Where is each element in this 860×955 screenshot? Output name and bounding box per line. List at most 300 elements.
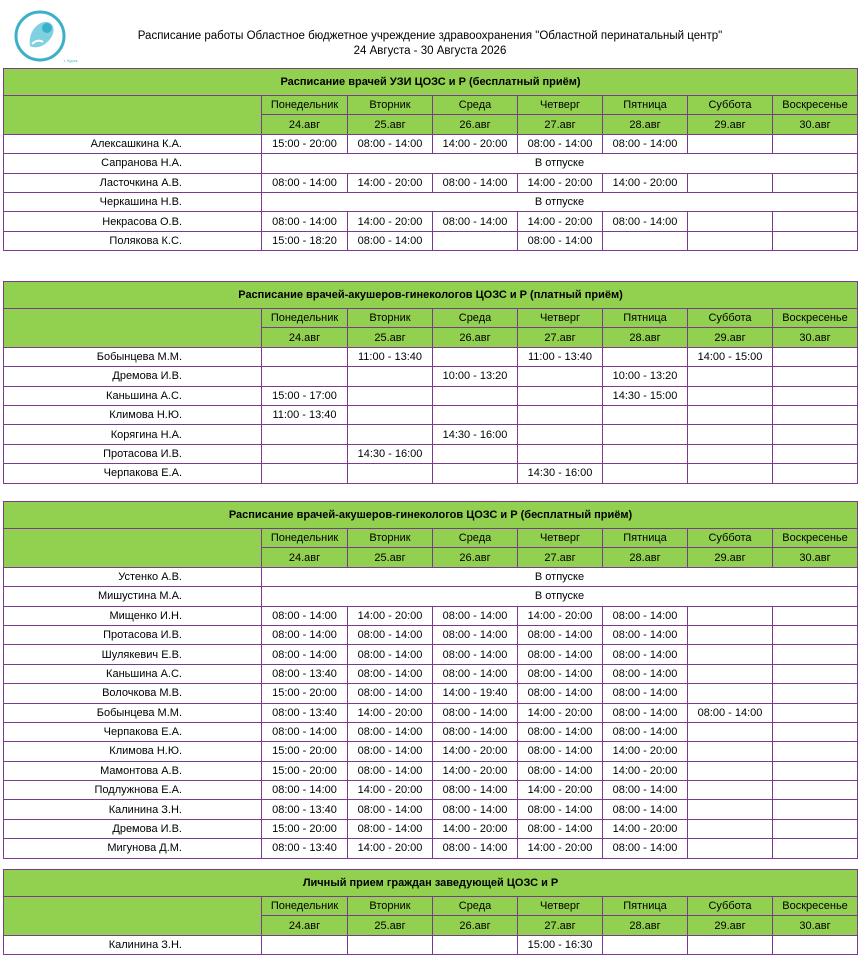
weekday-header: Суббота [688,897,773,916]
schedule-cell: 08:00 - 14:00 [262,722,348,741]
table-row [4,800,858,819]
header-blank-cell [4,529,262,568]
doctor-name: Некрасова О.В. [4,212,262,231]
weekday-header: Вторник [348,309,433,328]
header-blank-cell [4,96,262,135]
table-title-row [4,502,858,529]
schedule-cell: 08:00 - 14:00 [433,645,518,664]
title-block [0,29,860,59]
table-row [4,684,858,703]
doctor-name: Бобынцева М.М. [4,347,262,366]
doctor-name: Устенко А.В. [4,567,262,586]
doctor-name: Каньшина А.С. [4,386,262,405]
table-row [4,134,858,153]
page-period: 24 Августа - 30 Августа 2026 [353,45,507,57]
schedule-cell [773,367,858,386]
date-header: 24.авг [262,115,348,134]
schedule-cell: 14:00 - 20:00 [518,703,603,722]
schedule-cell: 14:00 - 20:00 [433,761,518,780]
schedule-cell: 15:00 - 20:00 [262,742,348,761]
schedule-cell: 08:00 - 14:00 [348,684,433,703]
schedule-cell: 08:00 - 14:00 [518,625,603,644]
table-row [4,231,858,250]
weekday-header: Пятница [603,529,688,548]
schedule-cell [603,464,688,483]
schedule-cell [348,464,433,483]
schedule-cell: 08:00 - 14:00 [433,781,518,800]
doctor-name: Полякова К.С. [4,231,262,250]
date-header: 29.авг [688,115,773,134]
schedule-cell: 08:00 - 14:00 [518,134,603,153]
doctor-name: Сапранова Н.А. [4,154,262,173]
schedule-cell: 08:00 - 14:00 [348,800,433,819]
schedule-cell: 10:00 - 13:20 [603,367,688,386]
schedule-cell [688,781,773,800]
table-row [4,742,858,761]
schedule-cell: 08:00 - 14:00 [518,800,603,819]
schedule-cell [688,173,773,192]
table-row [4,645,858,664]
schedule-cell [773,781,858,800]
table-title: Расписание врачей-акушеров-гинекологов ЦОЗС и Р (бесплатный приём) [4,502,858,529]
schedule-cell: 11:00 - 13:40 [348,347,433,366]
weekday-header: Четверг [518,96,603,115]
table-row [4,347,858,366]
schedule-cell [773,742,858,761]
schedule-cell [518,386,603,405]
header-blank-cell [4,897,262,936]
table-row [4,781,858,800]
weekday-header-row [4,96,858,115]
schedule-cell [518,425,603,444]
doctor-name: Волочкова М.В. [4,684,262,703]
schedule-cell [773,800,858,819]
schedule-cell: 08:00 - 14:00 [603,703,688,722]
doctor-name: Мищенко И.Н. [4,606,262,625]
schedule-cell [773,645,858,664]
schedule-cell [603,347,688,366]
weekday-header: Четверг [518,529,603,548]
schedule-cell [688,645,773,664]
table-row [4,173,858,192]
doctor-name: Дремова И.В. [4,819,262,838]
schedule-cell [433,386,518,405]
table-row [4,367,858,386]
schedule-cell [518,367,603,386]
schedule-cell: 08:00 - 14:00 [348,761,433,780]
schedule-cell: 14:00 - 20:00 [518,781,603,800]
schedule-cell: 14:00 - 20:00 [348,173,433,192]
table-row [4,935,858,954]
schedule-cell [433,935,518,954]
schedule-cell [348,425,433,444]
schedule-cell [688,761,773,780]
doctor-name: Калинина З.Н. [4,935,262,954]
schedule-cell [688,664,773,683]
schedule-cell [603,425,688,444]
schedule-cell: 14:00 - 20:00 [348,606,433,625]
schedule-cell: 15:00 - 20:00 [262,761,348,780]
weekday-header: Воскресенье [773,96,858,115]
schedule-cell: 08:00 - 14:00 [603,781,688,800]
schedule-cell: 08:00 - 14:00 [518,645,603,664]
date-header: 25.авг [348,328,433,347]
doctor-name: Протасова И.В. [4,444,262,463]
schedule-cell: 14:00 - 15:00 [688,347,773,366]
schedule-cell: 11:00 - 13:40 [518,347,603,366]
schedule-cell [348,935,433,954]
schedule-cell: 14:00 - 20:00 [348,839,433,858]
schedule-cell [348,405,433,424]
schedule-cell: 15:00 - 20:00 [262,134,348,153]
schedule-cell: 15:00 - 18:20 [262,231,348,250]
weekday-header: Среда [433,96,518,115]
weekday-header: Пятница [603,897,688,916]
schedule-cell [433,231,518,250]
schedule-cell [518,405,603,424]
weekday-header: Пятница [603,96,688,115]
schedule-cell: 14:00 - 20:00 [348,212,433,231]
schedule-cell [688,606,773,625]
schedule-cell [433,405,518,424]
weekday-header: Суббота [688,96,773,115]
table-row [4,703,858,722]
schedule-cell: 15:00 - 16:30 [518,935,603,954]
schedule-cell [773,173,858,192]
table-row [4,664,858,683]
schedule-cell: 14:00 - 20:00 [433,742,518,761]
weekday-header: Суббота [688,309,773,328]
schedule-cell [688,405,773,424]
schedule-cell: 08:00 - 14:00 [603,800,688,819]
weekday-header-row [4,309,858,328]
schedule-cell: 14:00 - 20:00 [348,703,433,722]
schedule-cell [773,347,858,366]
table-row [4,567,858,586]
schedule-cell: 14:30 - 16:00 [348,444,433,463]
weekday-header: Среда [433,309,518,328]
table-title-row [4,282,858,309]
schedule-cell: 08:00 - 13:40 [262,664,348,683]
weekday-header: Среда [433,897,518,916]
table-title: Расписание врачей УЗИ ЦОЗС и Р (бесплатный приём) [4,69,858,96]
schedule-cell [603,935,688,954]
table-row [4,212,858,231]
schedule-cell: 08:00 - 14:00 [518,722,603,741]
date-header: 30.авг [773,328,858,347]
doctor-name: Подлужнова Е.А. [4,781,262,800]
date-header: 25.авг [348,916,433,935]
schedule-cell: 08:00 - 14:00 [518,742,603,761]
date-header: 26.авг [433,548,518,567]
doctor-name: Дремова И.В. [4,367,262,386]
schedule-cell: 08:00 - 14:00 [262,645,348,664]
doctor-name: Ласточкина А.В. [4,173,262,192]
date-header: 28.авг [603,916,688,935]
schedule-cell: 14:00 - 20:00 [603,742,688,761]
schedule-cell: 14:30 - 16:00 [433,425,518,444]
schedule-cell: 08:00 - 14:00 [603,722,688,741]
schedule-cell [688,742,773,761]
schedule-cell [773,819,858,838]
schedule-cell: 08:00 - 14:00 [518,819,603,838]
schedule-cell: 08:00 - 14:00 [433,800,518,819]
schedule-cell [433,444,518,463]
schedule-cell: 08:00 - 14:00 [433,664,518,683]
schedule-cell: 08:00 - 14:00 [518,231,603,250]
schedule-cell: 08:00 - 14:00 [433,722,518,741]
schedule-cell: 08:00 - 14:00 [603,664,688,683]
doctor-name: Корягина Н.А. [4,425,262,444]
schedule-cell [518,444,603,463]
schedule-cell [603,231,688,250]
schedule-cell: 08:00 - 14:00 [433,606,518,625]
schedule-cell: 11:00 - 13:40 [262,405,348,424]
schedule-cell: 14:00 - 20:00 [433,134,518,153]
table-row [4,819,858,838]
schedule-cell: 15:00 - 17:00 [262,386,348,405]
schedule-cell [688,800,773,819]
doctor-name: Мамонтова А.В. [4,761,262,780]
schedule-cell: 14:30 - 16:00 [518,464,603,483]
date-header: 24.авг [262,548,348,567]
schedule-cell [688,935,773,954]
schedule-cell: 15:00 - 20:00 [262,684,348,703]
weekday-header: Воскресенье [773,897,858,916]
doctor-name: Бобынцева М.М. [4,703,262,722]
schedule-cell [773,425,858,444]
schedule-cell: 08:00 - 14:00 [348,645,433,664]
weekday-header: Вторник [348,897,433,916]
schedule-cell: 08:00 - 14:00 [433,173,518,192]
weekday-header: Среда [433,529,518,548]
schedule-cell [773,606,858,625]
schedule-cell [688,367,773,386]
schedule-cell [773,664,858,683]
schedule-cell: 08:00 - 14:00 [518,761,603,780]
schedule-table [3,869,858,955]
schedule-table [3,281,858,484]
schedule-cell: 08:00 - 14:00 [433,839,518,858]
weekday-header: Суббота [688,529,773,548]
schedule-cell: 08:00 - 14:00 [603,625,688,644]
schedule-cell: 14:00 - 20:00 [603,173,688,192]
table-title: Личный прием граждан заведующей ЦОЗС и Р [4,870,858,897]
schedule-cell [262,464,348,483]
schedule-cell: 15:00 - 20:00 [262,819,348,838]
weekday-header-row [4,897,858,916]
date-header: 28.авг [603,115,688,134]
schedule-cell [688,839,773,858]
date-header: 30.авг [773,115,858,134]
doctor-name: Калинина З.Н. [4,800,262,819]
table-row [4,722,858,741]
date-header: 28.авг [603,328,688,347]
table-title-row [4,69,858,96]
doctor-name: Климова Н.Ю. [4,742,262,761]
schedule-cell: 08:00 - 14:00 [348,231,433,250]
schedule-cell [688,722,773,741]
date-header: 27.авг [518,328,603,347]
weekday-header-row [4,529,858,548]
schedule-cell [773,722,858,741]
schedule-cell [688,386,773,405]
schedule-cell: 14:00 - 20:00 [433,819,518,838]
schedule-cell [262,367,348,386]
schedule-cell: 08:00 - 14:00 [348,819,433,838]
schedule-cell: 08:00 - 14:00 [433,212,518,231]
schedule-cell: 14:00 - 20:00 [518,839,603,858]
table-row [4,839,858,858]
date-header: 26.авг [433,115,518,134]
schedule-cell [773,405,858,424]
schedule-cell: 08:00 - 14:00 [518,684,603,703]
table-row [4,761,858,780]
doctor-name: Шулякевич Е.В. [4,645,262,664]
schedule-cell: 08:00 - 14:00 [348,722,433,741]
schedule-cell [348,367,433,386]
schedule-cell: 08:00 - 14:00 [688,703,773,722]
weekday-header: Вторник [348,529,433,548]
schedule-cell: 08:00 - 14:00 [433,703,518,722]
doctor-name: Алексашкина К.А. [4,134,262,153]
schedule-cell: 08:00 - 14:00 [603,212,688,231]
weekday-header: Четверг [518,309,603,328]
weekday-header: Воскресенье [773,529,858,548]
svg-text:г. Курск: г. Курск [64,58,78,63]
vacation-note: В отпуске [262,192,858,211]
schedule-cell: 08:00 - 14:00 [433,625,518,644]
schedule-cell [688,819,773,838]
table-row [4,444,858,463]
schedule-cell: 08:00 - 14:00 [603,839,688,858]
schedule-cell [688,134,773,153]
schedule-cell: 08:00 - 14:00 [348,134,433,153]
schedule-cell: 08:00 - 14:00 [603,134,688,153]
schedule-cell [688,231,773,250]
schedule-cell [603,405,688,424]
table-row [4,625,858,644]
doctor-name: Протасова И.В. [4,625,262,644]
table-row [4,405,858,424]
vacation-note: В отпуске [262,587,858,606]
table-row [4,606,858,625]
doctor-name: Мигунова Д.М. [4,839,262,858]
schedule-cell [688,444,773,463]
schedule-cell [262,425,348,444]
schedule-cell [773,703,858,722]
date-header: 25.авг [348,548,433,567]
schedule-cell [773,839,858,858]
schedule-cell: 08:00 - 13:40 [262,703,348,722]
weekday-header: Воскресенье [773,309,858,328]
schedule-cell [262,444,348,463]
date-header: 27.авг [518,916,603,935]
date-header: 24.авг [262,328,348,347]
schedule-cell [773,625,858,644]
date-header: 30.авг [773,548,858,567]
schedule-cell [773,464,858,483]
table-title: Расписание врачей-акушеров-гинекологов ЦОЗС и Р (платный приём) [4,282,858,309]
schedule-cell [773,386,858,405]
schedule-cell [262,347,348,366]
schedule-cell: 08:00 - 14:00 [518,664,603,683]
date-header: 28.авг [603,548,688,567]
date-header: 24.авг [262,916,348,935]
schedule-cell [348,386,433,405]
table-row [4,192,858,211]
doctor-name: Черпакова Е.А. [4,464,262,483]
doctor-name: Черпакова Е.А. [4,722,262,741]
schedule-cell: 08:00 - 13:40 [262,800,348,819]
weekday-header: Понедельник [262,96,348,115]
schedule-cell: 08:00 - 14:00 [603,645,688,664]
table-row [4,464,858,483]
schedule-cell: 08:00 - 14:00 [262,781,348,800]
schedule-cell: 08:00 - 14:00 [348,625,433,644]
schedule-cell [688,464,773,483]
weekday-header: Понедельник [262,309,348,328]
schedule-cell: 08:00 - 14:00 [262,173,348,192]
schedule-cell [262,935,348,954]
schedule-cell [773,212,858,231]
schedule-table [3,68,858,251]
schedule-cell [688,425,773,444]
schedule-cell [773,684,858,703]
date-header: 26.авг [433,328,518,347]
schedule-cell: 08:00 - 13:40 [262,839,348,858]
schedule-cell: 08:00 - 14:00 [348,742,433,761]
schedule-cell: 10:00 - 13:20 [433,367,518,386]
date-header: 27.авг [518,548,603,567]
schedule-cell [603,444,688,463]
date-header: 29.авг [688,328,773,347]
weekday-header: Четверг [518,897,603,916]
table-row [4,386,858,405]
schedule-cell [773,134,858,153]
table-row [4,587,858,606]
schedule-cell: 14:00 - 20:00 [518,606,603,625]
schedule-cell [688,684,773,703]
schedule-table [3,501,858,859]
date-header: 29.авг [688,916,773,935]
date-header: 25.авг [348,115,433,134]
date-header: 27.авг [518,115,603,134]
schedule-cell [773,935,858,954]
schedule-cell: 14:00 - 20:00 [603,761,688,780]
header-blank-cell [4,309,262,348]
schedule-cell [433,464,518,483]
weekday-header: Пятница [603,309,688,328]
doctor-name: Мишустина М.А. [4,587,262,606]
schedule-cell: 14:00 - 19:40 [433,684,518,703]
doctor-name: Каньшина А.С. [4,664,262,683]
page-header [0,0,860,68]
schedule-cell: 08:00 - 14:00 [603,606,688,625]
schedule-cell: 14:00 - 20:00 [518,173,603,192]
date-header: 26.авг [433,916,518,935]
schedule-cell: 14:30 - 15:00 [603,386,688,405]
schedule-cell: 08:00 - 14:00 [348,664,433,683]
table-row [4,425,858,444]
schedule-cell: 14:00 - 20:00 [348,781,433,800]
schedule-cell [773,231,858,250]
weekday-header: Понедельник [262,529,348,548]
schedule-cell [773,761,858,780]
schedule-cell: 14:00 - 20:00 [518,212,603,231]
weekday-header: Вторник [348,96,433,115]
table-title-row [4,870,858,897]
